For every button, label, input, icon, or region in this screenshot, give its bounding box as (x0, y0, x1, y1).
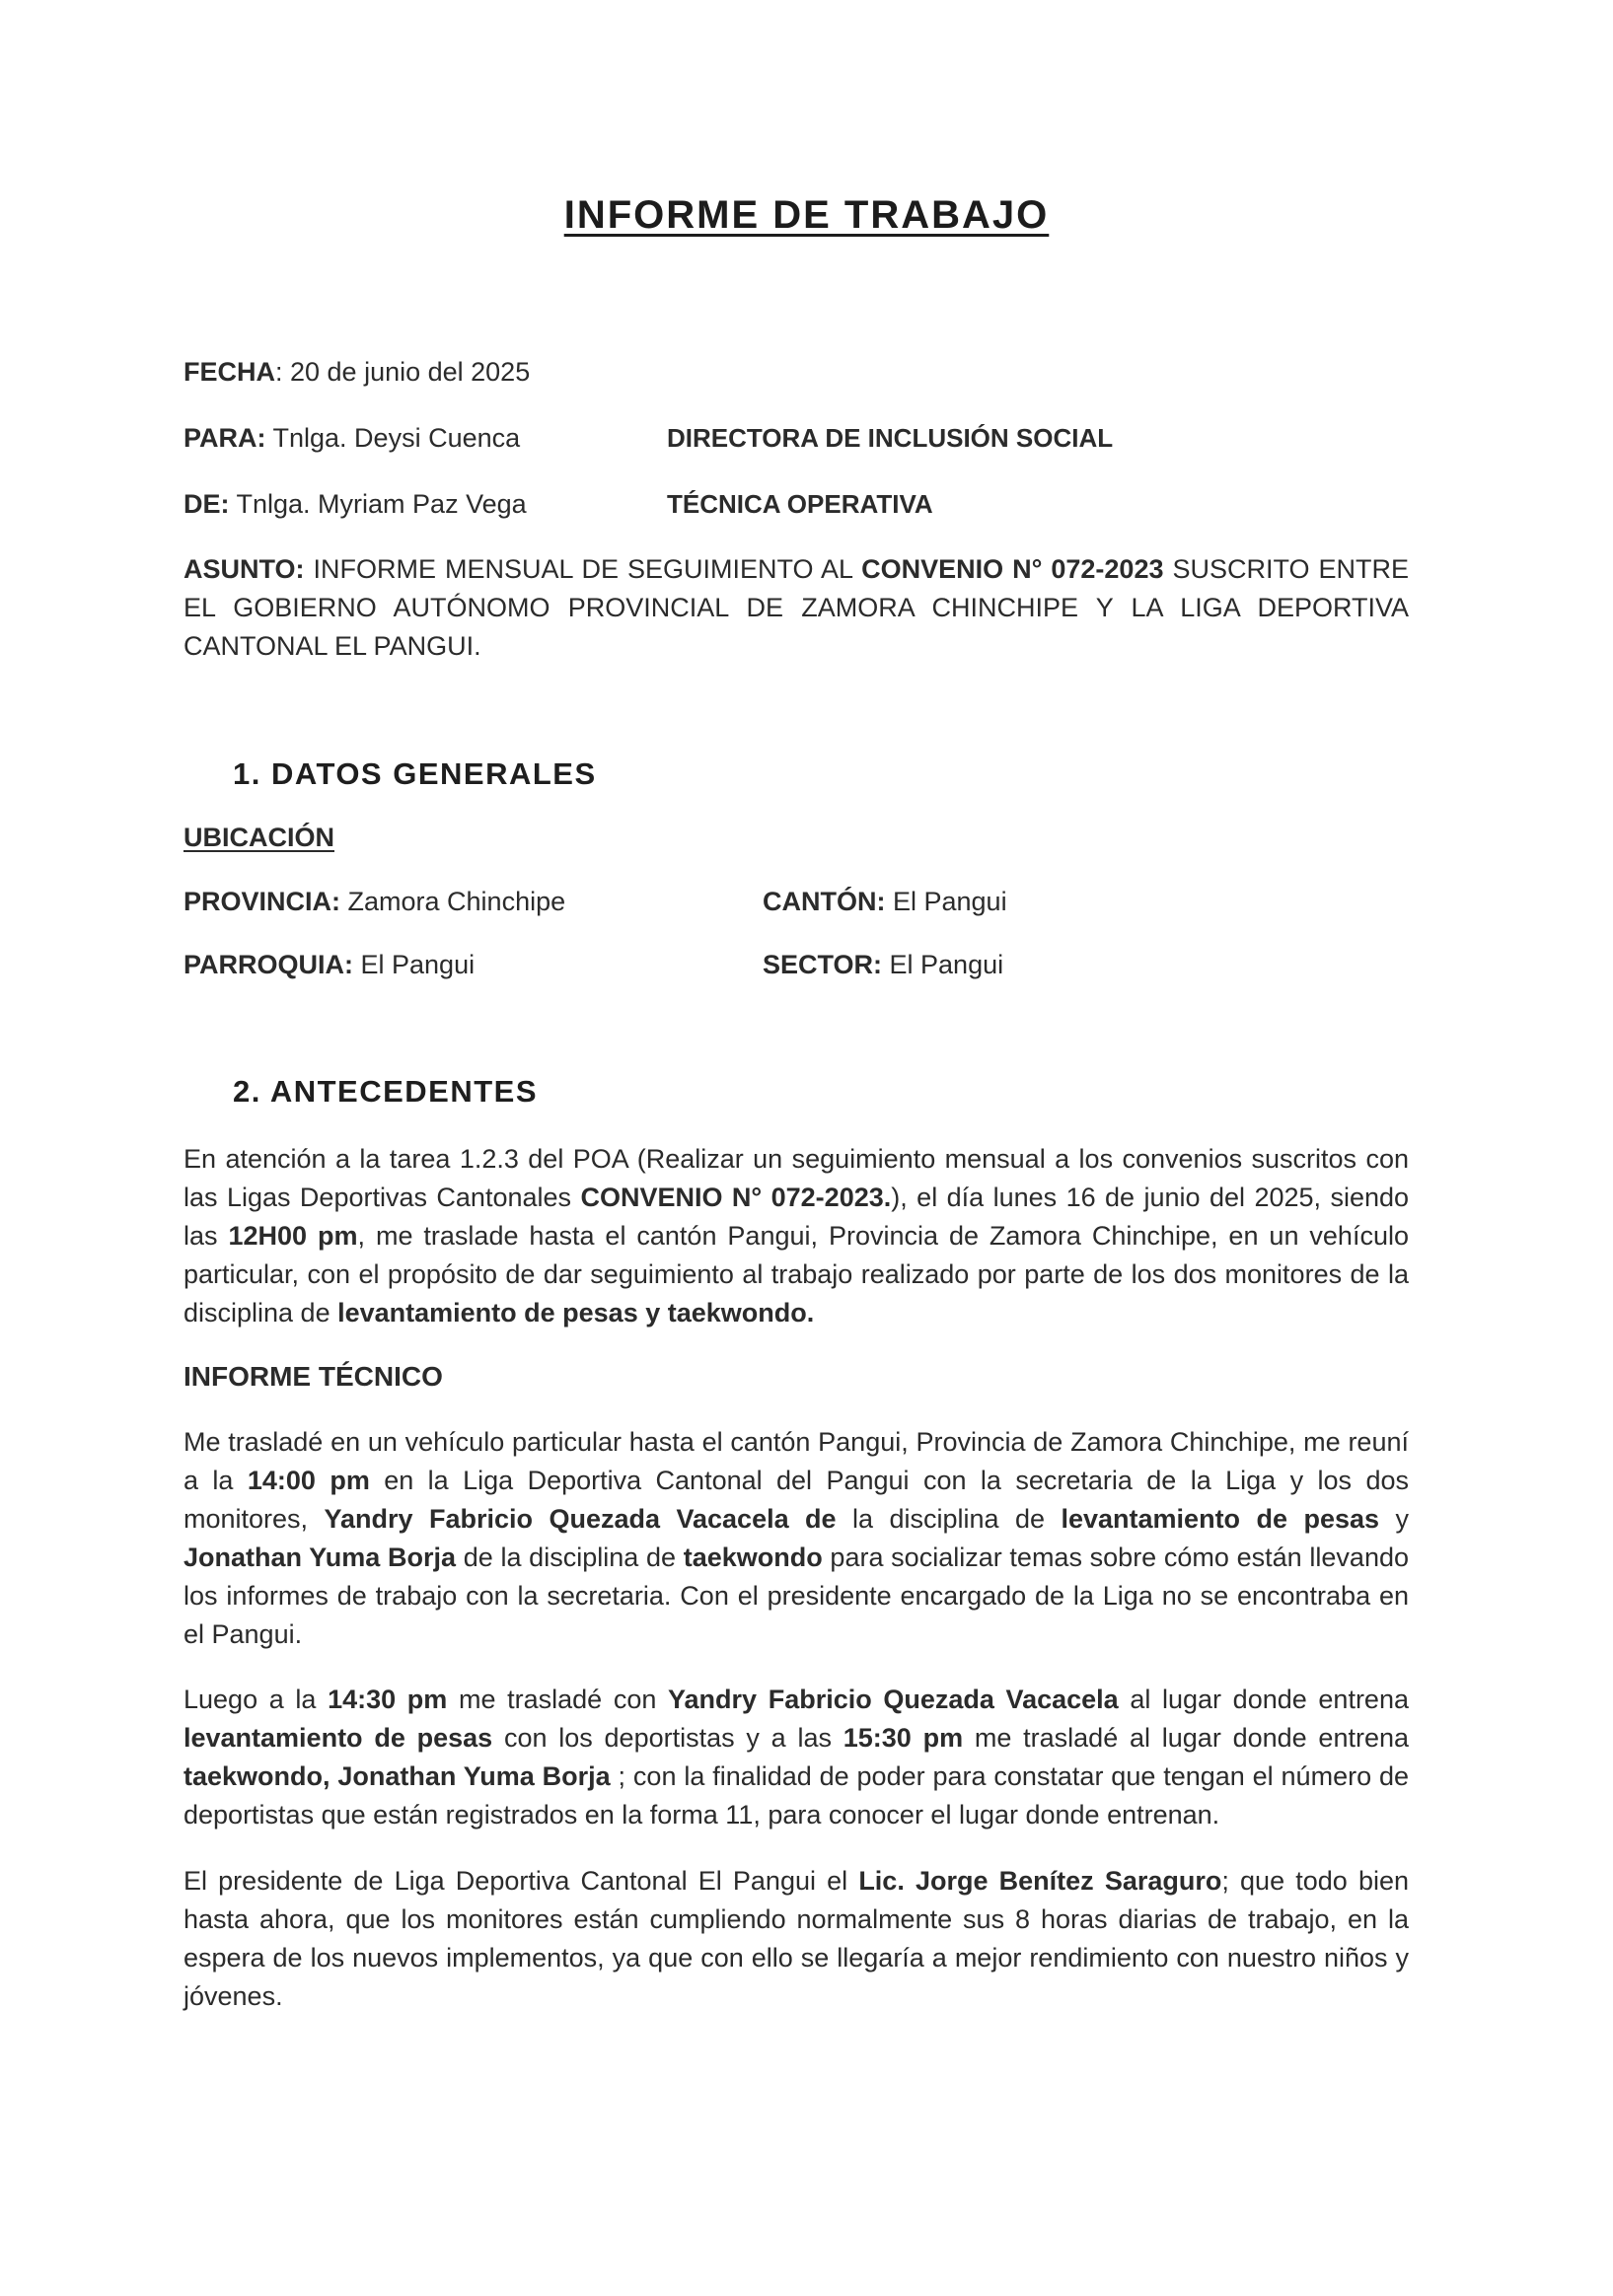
fecha-line (183, 355, 530, 389)
informe-2-text-c: al lugar donde entrena (1118, 1685, 1409, 1714)
informe-paragraph-3 (183, 1862, 1409, 2016)
informe-2-monitor-1: Yandry Fabricio Quezada Vacacela (668, 1685, 1119, 1714)
informe-3-president: Lic. Jorge Benítez Saraguro (858, 1866, 1222, 1896)
informe-3-text-b: ; que todo bien hasta ahora, que los monitores están cumpliendo normalmente sus 8 horas diarias de trabajo, en la espera de los nuevos implementos, ya que con ello se llegaría a mejor rendimiento con nuestro niños y jóvenes. (183, 1866, 1409, 2011)
section-heading-antecedentes: 2. ANTECEDENTES (233, 1074, 539, 1109)
informe-1-time: 14:00 pm (247, 1466, 370, 1495)
de-label: DE: (183, 489, 230, 519)
antecedentes-time: 12H00 pm (228, 1221, 358, 1251)
informe-2-discipline-1: levantamiento de pesas (183, 1723, 493, 1753)
informe-paragraph-2 (183, 1681, 1409, 1834)
informe-1-text-c: la disciplina de (836, 1504, 1062, 1534)
informe-2-text-d: con los deportistas y a las (492, 1723, 843, 1753)
antecedentes-text-3: , me traslade hasta el cantón Pangui, Provincia de Zamora Chinchipe, en un vehículo particular, con el propósito de dar seguimiento al trabajo realizado por parte de los dos monitores de la disciplina de (183, 1221, 1409, 1327)
provincia-value: Zamora Chinchipe (340, 887, 566, 916)
para-label: PARA: (183, 423, 266, 453)
informe-1-text-f: para socializar temas sobre cómo están llevando los informes de trabajo con la secretaria. Con el presidente encargado de la Liga no se encontraba en el Pangui. (183, 1543, 1409, 1649)
antecedentes-text-1: En atención a la tarea 1.2.3 del POA (Realizar un seguimiento mensual a los convenios suscritos con las Ligas Deportivas Cantonales (183, 1144, 1409, 1212)
de-line (183, 487, 527, 521)
de-value: Tnlga. Myriam Paz Vega (229, 489, 527, 519)
informe-2-text-f: ; con la finalidad de poder para constatar que tengan el número de deportistas que están registrados en la forma 11, para conocer el lugar donde entrenan. (183, 1761, 1409, 1830)
informe-1-discipline-2: taekwondo (683, 1543, 823, 1572)
asunto-label: ASUNTO: (183, 554, 305, 584)
sector-value: El Pangui (882, 950, 1004, 979)
informe-1-monitor-2: Jonathan Yuma Borja (183, 1543, 456, 1572)
antecedentes-text-2: ), el día lunes 16 de junio del 2025, siendo las (183, 1183, 1410, 1251)
parroquia-line (183, 948, 475, 981)
ubicacion-heading: UBICACIÓN (183, 823, 334, 852)
document-title: INFORME DE TRABAJO (563, 193, 1050, 237)
informe-2-monitor-2: taekwondo, Jonathan Yuma Borja (183, 1761, 611, 1791)
provincia-line (183, 885, 565, 918)
informe-1-text-b: en la Liga Deportiva Cantonal del Pangui con la secretaria de la Liga y los dos monitores, (183, 1466, 1409, 1534)
parroquia-value: El Pangui (353, 950, 476, 979)
fecha-label: FECHA (183, 357, 275, 387)
sector-line (763, 948, 1003, 981)
informe-1-text-d: y (1379, 1504, 1409, 1534)
informe-1-monitor-1: Yandry Fabricio Quezada Vacacela de (324, 1504, 837, 1534)
antecedentes-disciplines: levantamiento de pesas y taekwondo. (337, 1298, 815, 1327)
parroquia-label: PARROQUIA: (183, 950, 353, 979)
canton-value: El Pangui (885, 887, 1007, 916)
asunto-text-1: INFORME MENSUAL DE SEGUIMIENTO AL (304, 554, 862, 584)
asunto-convenio: CONVENIO N° 072-2023 (861, 554, 1164, 584)
informe-3-text-a: El presidente de Liga Deportiva Cantonal El Pangui el (183, 1866, 859, 1896)
asunto-text-2: SUSCRITO ENTRE EL GOBIERNO AUTÓNOMO PROVINCIAL DE ZAMORA CHINCHIPE Y LA LIGA DEPORTIVA CANTONAL EL PANGUI. (183, 554, 1409, 661)
sector-label: SECTOR: (763, 950, 883, 979)
para-value: Tnlga. Deysi Cuenca (265, 423, 521, 453)
section-heading-datos-generales: 1. DATOS GENERALES (233, 756, 597, 791)
para-line (183, 421, 520, 455)
informe-2-time-2: 15:30 pm (843, 1723, 964, 1753)
asunto-paragraph (183, 550, 1409, 666)
informe-2-text-e: me trasladé al lugar donde entrena (963, 1723, 1410, 1753)
canton-label: CANTÓN: (763, 887, 886, 916)
informe-2-text-b: me trasladé con (447, 1685, 668, 1714)
informe-paragraph-1 (183, 1423, 1409, 1654)
provincia-label: PROVINCIA: (183, 887, 341, 916)
informe-1-discipline-1: levantamiento de pesas (1061, 1504, 1380, 1534)
canton-line (763, 885, 1007, 918)
informe-1-text-e: de la disciplina de (456, 1543, 684, 1572)
fecha-value: : 20 de junio del 2025 (275, 357, 531, 387)
informe-1-text-a: Me trasladé en un vehículo particular hasta el cantón Pangui, Provincia de Zamora Chinchipe, me reuní a la (183, 1427, 1409, 1495)
de-role: TÉCNICA OPERATIVA (667, 489, 933, 519)
antecedentes-convenio: CONVENIO N° 072-2023. (580, 1183, 892, 1212)
informe-tecnico-heading: INFORME TÉCNICO (183, 1361, 443, 1392)
antecedentes-paragraph (183, 1140, 1409, 1332)
para-role: DIRECTORA DE INCLUSIÓN SOCIAL (667, 423, 1114, 453)
informe-2-text-a: Luego a la (183, 1685, 329, 1714)
informe-2-time-1: 14:30 pm (328, 1685, 448, 1714)
